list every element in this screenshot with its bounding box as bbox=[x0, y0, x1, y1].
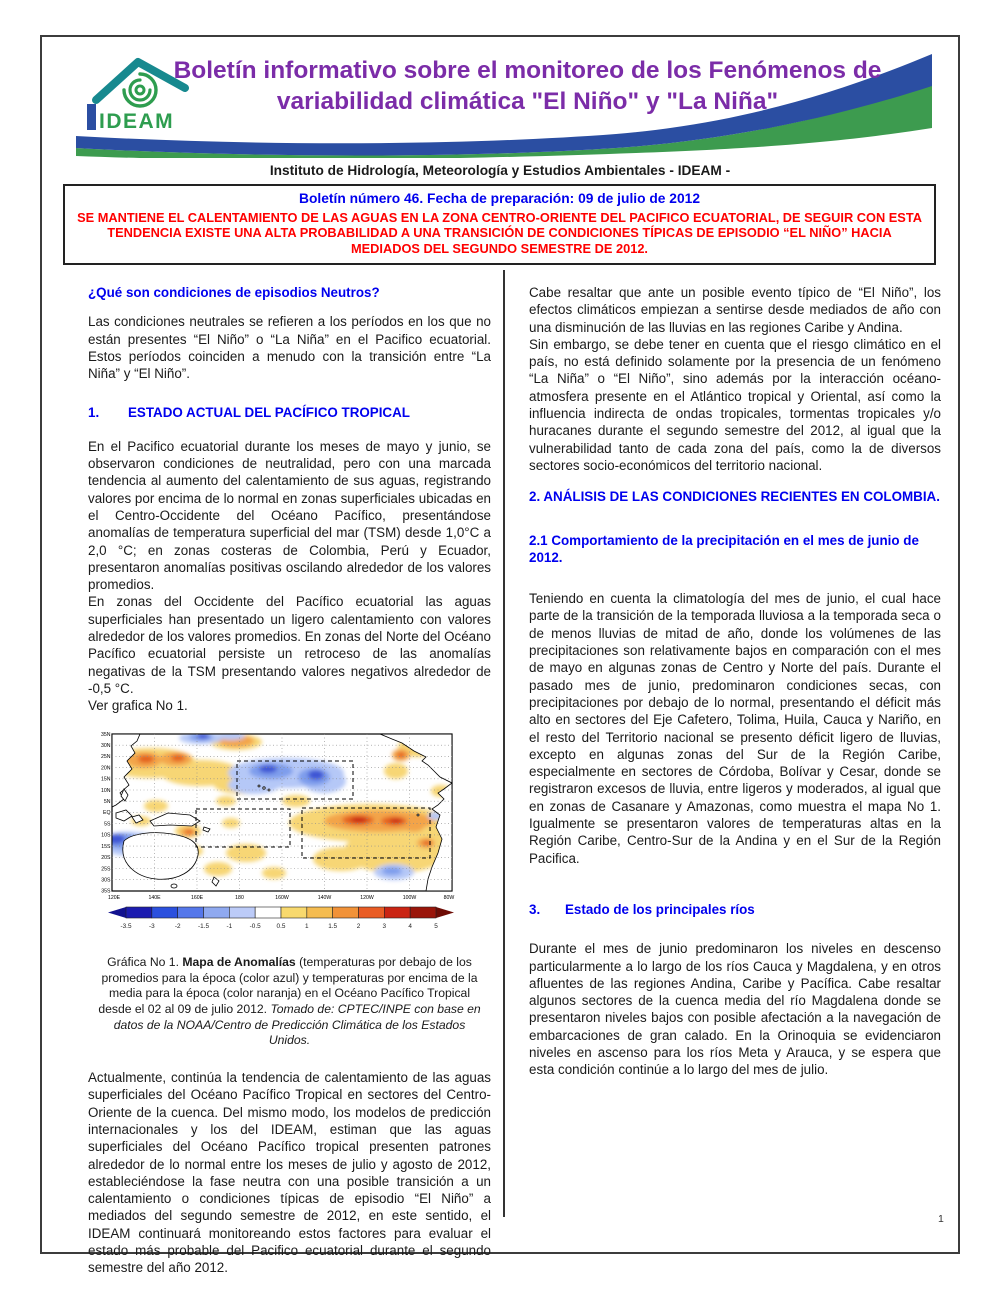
svg-text:35S: 35S bbox=[101, 888, 111, 895]
svg-text:4: 4 bbox=[408, 922, 412, 930]
svg-text:80W: 80W bbox=[443, 894, 455, 901]
svg-text:120E: 120E bbox=[107, 894, 121, 901]
paragraph-pacific-2: En zonas del Occidente del Pacífico ecuatorial las aguas superficiales han presentado un ligero calentamiento con valores alrededor de los valores promedios. En zonas del Norte del Océano Pacífico ecuatorial persiste un retroceso de las anomalías negativas de la TSM presentando valores negativos alrededor de -0,5 °C. bbox=[88, 594, 491, 696]
svg-text:25S: 25S bbox=[101, 865, 111, 872]
title-line-2: variabilidad climática "El Niño" y "La Niña" bbox=[276, 88, 779, 115]
heading-section-2-1: 2.1 Comportamiento de la precipitación en el mes de junio de 2012. bbox=[529, 532, 919, 565]
logo-text: IDEAM bbox=[99, 110, 175, 133]
paragraph-pacific-3: Ver grafica No 1. bbox=[88, 698, 188, 714]
paragraph-climate-risk: Sin embargo, se debe tener en cuenta que el riesgo climático en el país, no está definido solamente por la presencia de un fenómeno “La Niña” o “El Niño”, sino además por la interacción océano-atmosfera presente en el Atlántico tropical y Oriental, así como la influencia indirecta de ondas tropicales, tormentas tropicales y/o huracanes durante el segundo semestre del 2012, al igual que la vulnerabilidad tanto de cada zona del país, como la de diversos sectores socio-económicos del territorio nacional. bbox=[529, 336, 941, 473]
logo-blue-bar bbox=[87, 104, 96, 130]
svg-text:100W: 100W bbox=[402, 894, 417, 901]
hurricane-swirl-icon bbox=[124, 74, 156, 106]
sst-anomaly-map bbox=[96, 731, 462, 941]
svg-text:0.5: 0.5 bbox=[276, 922, 286, 930]
svg-text:3: 3 bbox=[382, 922, 387, 930]
paragraph-rivers: Durante el mes de junio predominaron los niveles en descenso particularmente a lo largo de los ríos Cauca y Magdalena, y en otros afluentes de las regiones Andina, Caribe y Pacífica. Cabe resaltar algunos sectores de la cuenca media del río Magdalena donde se presentaron niveles bajos con posible afectación a la navegación de embarcaciones de gran calado. En la Orinoquia se evidenciaron niveles en ascenso para los ríos Meta y Arauca, y se espera que esta condición continúe a lo largo del mes de julio. bbox=[529, 941, 941, 1078]
page-number: 1 bbox=[938, 1213, 944, 1225]
svg-text:25N: 25N bbox=[100, 753, 111, 760]
right-column bbox=[529, 284, 941, 1079]
svg-text:20N: 20N bbox=[100, 764, 111, 771]
paragraph-neutral-conditions: Las condiciones neutrales se refieren a los períodos en los que no están presentes “El Niño” o “La Niña” en el Pacifico ecuatorial. Estos períodos coinciden a menudo con la transición entre “La Niña” y “El Niño”. bbox=[88, 314, 491, 382]
svg-text:20S: 20S bbox=[101, 854, 111, 861]
caption-prefix: Gráfica No 1. bbox=[107, 954, 183, 969]
map-y-axis-labels bbox=[101, 731, 111, 894]
column-divider bbox=[503, 270, 505, 1217]
bulletin-alert-box bbox=[63, 184, 936, 265]
colorbar-tick-labels bbox=[120, 923, 438, 930]
svg-text:-3: -3 bbox=[148, 922, 155, 930]
map-x-axis-labels bbox=[108, 895, 454, 901]
bulletin-title bbox=[170, 55, 885, 117]
figure-caption bbox=[88, 955, 491, 1049]
caption-source: Tomado de: CPTEC/INPE con base en datos de la NOAA/Centro de Predicción Climática de los Estados Unidos. bbox=[113, 1001, 481, 1048]
svg-text:15S: 15S bbox=[101, 843, 111, 850]
svg-text:1.5: 1.5 bbox=[328, 922, 338, 930]
paragraph-precipitation-june: Teniendo en cuenta la climatología del mes de junio, el cual hace parte de la transición de la temporada lluviosa a la temporada seca o de menos lluvias de mitad de año, donde los volúmenes de las precipitaciones son relativamente bajos en comparación con el mes de mayo en algunas zonas de Centro y Norte del país. Durante el pasado mes de junio, predominaron condiciones secas, con precipitaciones por debajo de lo normal, presentando el déficit más alto en sectores del Eje Cafetero, Tolima, Huila, Cauca y Nariño, en el resto del Territorio nacional se presento déficit ligero de lluvias, excepto en algunas zonas del Sur de la Región Caribe, especialmente en sectores de Córdoba, Bolívar y Cesar, donde se registraron excesos de lluvia, entre ligeros y moderados, al igual que en zonas de Casanare y Amazonas, como muestra el mapa No 1. Igualmente se presentaron valores de temperaturas altas en la Región Caribe, Centro-Sur de la Andina y en el Sur de la Región Pacifica. bbox=[529, 591, 941, 866]
svg-text:2: 2 bbox=[356, 922, 361, 930]
heading-section-1 bbox=[88, 404, 491, 421]
svg-text:-0.5: -0.5 bbox=[249, 922, 261, 930]
section-1-title: ESTADO ACTUAL DEL PACÍFICO TROPICAL bbox=[128, 405, 410, 421]
anomaly-map-figure bbox=[96, 731, 462, 945]
svg-text:5N: 5N bbox=[103, 798, 111, 805]
svg-text:35N: 35N bbox=[100, 731, 111, 738]
svg-text:10N: 10N bbox=[100, 787, 111, 794]
section-1-number: 1. bbox=[88, 405, 100, 421]
svg-text:30N: 30N bbox=[100, 742, 111, 749]
svg-text:160W: 160W bbox=[275, 894, 289, 901]
heading-section-3 bbox=[529, 901, 941, 918]
section-3-title: Estado de los principales ríos bbox=[565, 901, 755, 917]
section-3-number: 3. bbox=[529, 901, 541, 917]
svg-text:120W: 120W bbox=[360, 894, 374, 901]
svg-text:10S: 10S bbox=[101, 832, 111, 839]
svg-text:5S: 5S bbox=[104, 821, 111, 828]
heading-section-2: 2. ANÁLISIS DE LAS CONDICIONES RECIENTES EN COLOMBIA. bbox=[529, 489, 940, 505]
svg-text:140W: 140W bbox=[317, 894, 332, 901]
caption-title: Mapa de Anomalías bbox=[182, 954, 296, 969]
svg-text:-1: -1 bbox=[226, 922, 233, 930]
svg-text:-3.5: -3.5 bbox=[120, 922, 132, 930]
bulletin-number-line: Boletín número 46. Fecha de preparación: 09 de julio de 2012 bbox=[299, 191, 700, 206]
institute-name: Instituto de Hidrología, Meteorología y Estudios Ambientales - IDEAM - bbox=[269, 163, 731, 178]
svg-text:140E: 140E bbox=[148, 894, 161, 901]
left-column bbox=[88, 284, 491, 1277]
svg-text:1: 1 bbox=[305, 922, 309, 930]
paragraph-nino-effects: Cabe resaltar que ante un posible evento típico de “El Niño”, los efectos climáticos empiezan a sentirse desde mediados de año con una disminución de las lluvias en las regiones Caribe y Andina. bbox=[529, 285, 941, 335]
title-line-1: Boletín informativo sobre el monitoreo de los Fenómenos de bbox=[173, 57, 882, 84]
svg-text:160E: 160E bbox=[190, 894, 204, 901]
svg-text:180: 180 bbox=[235, 894, 244, 901]
svg-text:30S: 30S bbox=[101, 877, 111, 884]
paragraph-pacific-1: En el Pacifico ecuatorial durante los meses de mayo y junio, se observaron condiciones de neutralidad, pero con una marcada tendencia al aumento del calentamiento de sus aguas, registrando valores por encima de lo normal en zonas superficiales ubicadas en el Centro-Occidente del Océano Pacífico, presentándose anomalías de temperatura superficial del mar (TSM) desde 1,0°C a 2,0 °C; en zonas costeras de Colombia, Perú y Ecuador, presentaron anomalías positivas oscilando alrededor de los valores promedios. bbox=[88, 438, 491, 593]
svg-text:15N: 15N bbox=[100, 776, 111, 783]
svg-text:-1.5: -1.5 bbox=[197, 922, 210, 930]
svg-text:5: 5 bbox=[434, 922, 438, 930]
svg-text:EQ: EQ bbox=[103, 809, 111, 816]
heading-neutral-conditions: ¿Qué son condiciones de episodios Neutros? bbox=[88, 285, 380, 300]
svg-text:-2: -2 bbox=[174, 922, 181, 930]
paragraph-current-trend: Actualmente, continúa la tendencia de calentamiento de las aguas superficiales del Océano Pacífico Tropical en sectores del Centro-Oriente de la cuenca. Del mismo modo, los modelos de predicción internacionales y los del IDEAM, estiman que las aguas superficiales del Océano Pacífico tropical presenten patrones alrededor de lo normal entre los meses de julio y agosto de 2012, estableciéndose la fase neutra con una posible transición a un calentamiento o condiciones típicas de episodio “El Niño” a mediados del segundo semestre de 2012, en este sentido, el IDEAM continuará monitoreando estos factores para evaluar el estado más probable del Pacifico ecuatorial durante el segundo semestre del año 2012. bbox=[88, 1070, 491, 1276]
colorbar bbox=[108, 907, 454, 930]
alert-text: SE MANTIENE EL CALENTAMIENTO DE LAS AGUAS EN LA ZONA CENTRO-ORIENTE DEL PACIFICO ECUATORIAL, DE SEGUIR CON ESTA TENDENCIA EXISTE UNA ALTA PROBABILIDAD A UNA TRANSICIÓN DE CONDICIONES TÍPICAS DE EPISODIO “EL NIÑO” HACIA MEDIADOS DEL SEGUNDO SEMESTRE DE 2012. bbox=[77, 210, 922, 256]
caption-body: (temperaturas por debajo de los promedios para la época (color azul) y temperaturas por encima de la media para la época (color naranja) en el Océano Pacífico Tropical desde el 02 al 09 de julio 2012. bbox=[98, 954, 478, 1016]
